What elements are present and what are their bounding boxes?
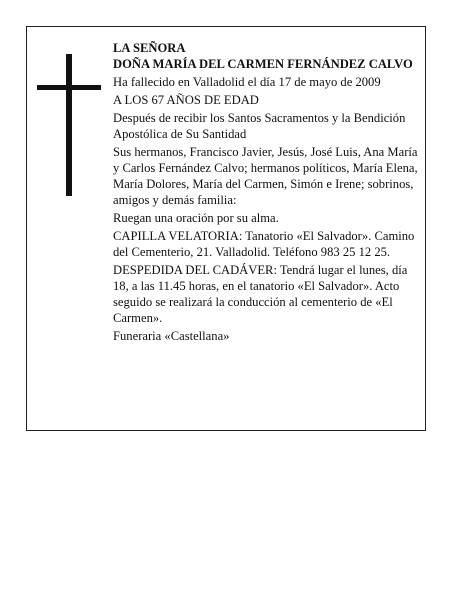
chapel-info: CAPILLA VELATORIA: Tanatorio «El Salvador». Camino del Cementerio, 21. Valladolid. Teléfono 983 25 12 25. [113,229,415,259]
cross-icon [37,54,101,196]
funeral-home: Funeraria «Castellana» [113,329,230,343]
prayer-request: Ruegan una oración por su alma. [113,211,279,225]
farewell-info: DESPEDIDA DEL CADÁVER: Tendrá lugar el lunes, día 18, a las 11.45 horas, en el tanatorio «El Salvador». Acto seguido se realizará la conducción al cementerio de «El Carmen». [113,263,408,325]
death-statement: Ha fallecido en Valladolid el día 17 de mayo de 2009 [113,75,381,89]
sacraments-statement: Después de recibir los Santos Sacramentos y la Bendición Apostólica de Su Santidad [113,111,406,141]
cross-vertical-bar [66,54,72,196]
family-statement: Sus hermanos, Francisco Javier, Jesús, José Luis, Ana María y Carlos Fernández Calvo; hermanos políticos, María Elena, María Dolores, María del Carmen, Simón e Irene; sobrinos, amigos y demás familia: [113,145,418,207]
age-statement: A LOS 67 AÑOS DE EDAD [113,93,259,107]
deceased-name: DOÑA MARÍA DEL CARMEN FERNÁNDEZ CALVO [113,57,413,71]
notice-title: LA SEÑORA [113,41,186,55]
obituary-notice [26,26,426,431]
cross-horizontal-bar [37,85,101,90]
notice-text [113,40,418,346]
